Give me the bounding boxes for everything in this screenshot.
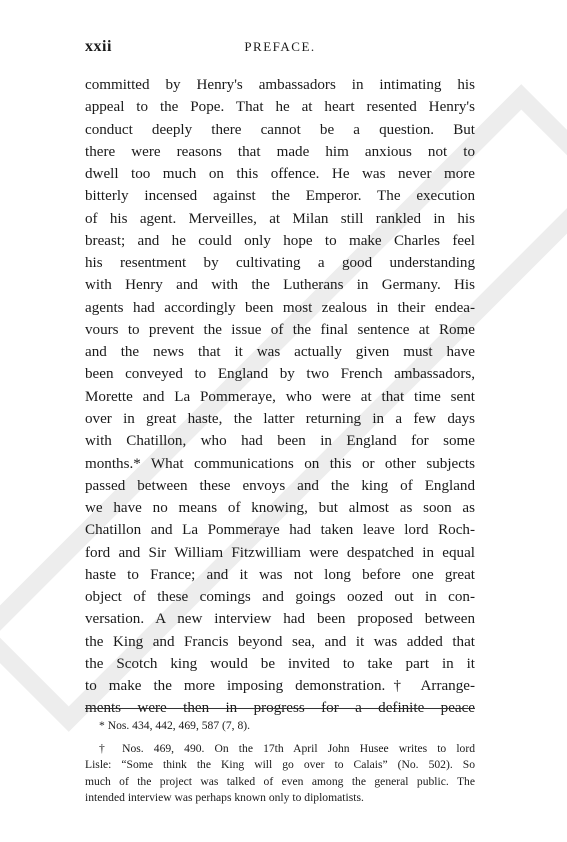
footnote-line: * Nos. 434, 442, 469, 587 (7, 8).	[99, 719, 251, 732]
body-line: the Scotch king would be invited to take part in it	[85, 655, 475, 672]
body-line: ments were then in progress for a definite peace	[85, 700, 475, 717]
page-header	[85, 38, 475, 58]
body-line: conduct deeply there cannot be a question. But	[85, 121, 475, 138]
body-line: with Henry and with the Lutherans in Germany. His	[85, 277, 475, 294]
body-line: dwell too much on this offence. He was never more	[85, 166, 475, 183]
body-text	[85, 74, 475, 720]
body-line: his resentment by cultivating a good understanding	[85, 255, 475, 272]
body-line: to make the more imposing demonstration.† Arrange-	[85, 678, 475, 695]
footnotes	[85, 718, 475, 813]
footnote-line: Lisle: “Some think the King will go over to Calais” (No. 502). So	[85, 758, 475, 772]
body-line: the King and Francis beyond sea, and it was added that	[85, 633, 475, 650]
body-line: ford and Sir William Fitzwilliam were despatched in equal	[85, 544, 475, 561]
body-line: versation. A new interview had been proposed between	[85, 611, 475, 628]
body-line: agents had accordingly been most zealous in their endea-	[85, 299, 475, 316]
body-line: been conveyed to England by two French ambassadors,	[85, 366, 475, 383]
body-line: passed between these envoys and the king of England	[85, 477, 475, 494]
body-line: breast; and he could only hope to make Charles feel	[85, 232, 475, 249]
footnote-line: † Nos. 469, 490. On the 17th April John Husee writes to lord	[99, 741, 475, 755]
page-number: xxii	[85, 38, 112, 55]
body-line: Morette and La Pommeraye, who were at that time sent	[85, 388, 475, 405]
body-line: Chatillon and La Pommeraye had taken leave lord Roch-	[85, 522, 475, 539]
footnote-line: intended interview was perhaps known only to diplomatists.	[85, 791, 364, 805]
body-line: with Chatillon, who had been in England for some	[85, 433, 475, 450]
body-line: and the news that it was actually given must have	[85, 344, 475, 361]
footnote-line: much of the project was talked of even among the general public. The	[85, 774, 475, 788]
body-line: over in great haste, the latter returning in a few days	[85, 410, 475, 427]
body-line: committed by Henry's ambassadors in intimating his	[85, 77, 475, 93]
body-line: there were reasons that made him anxious not to	[85, 143, 475, 160]
body-line: object of these comings and goings oozed out in con-	[85, 589, 475, 606]
body-line: we have no means of knowing, but almost as soon as	[85, 500, 475, 517]
body-line: haste to France; and it was not long before one great	[85, 566, 475, 583]
footnote-divider	[85, 708, 475, 709]
body-line: bitterly incensed against the Emperor. The execution	[85, 188, 475, 205]
body-line: months.* What communications on this or other subjects	[85, 455, 475, 472]
body-line: of his agent. Merveilles, at Milan still rankled in his	[85, 210, 475, 227]
body-line: appeal to the Pope. That he at heart resented Henry's	[85, 99, 475, 116]
footnote-asterisk	[85, 718, 475, 735]
body-line: vours to prevent the issue of the final sentence at Rome	[85, 321, 475, 338]
running-head: PREFACE.	[244, 39, 316, 54]
footnote-dagger	[85, 741, 475, 807]
